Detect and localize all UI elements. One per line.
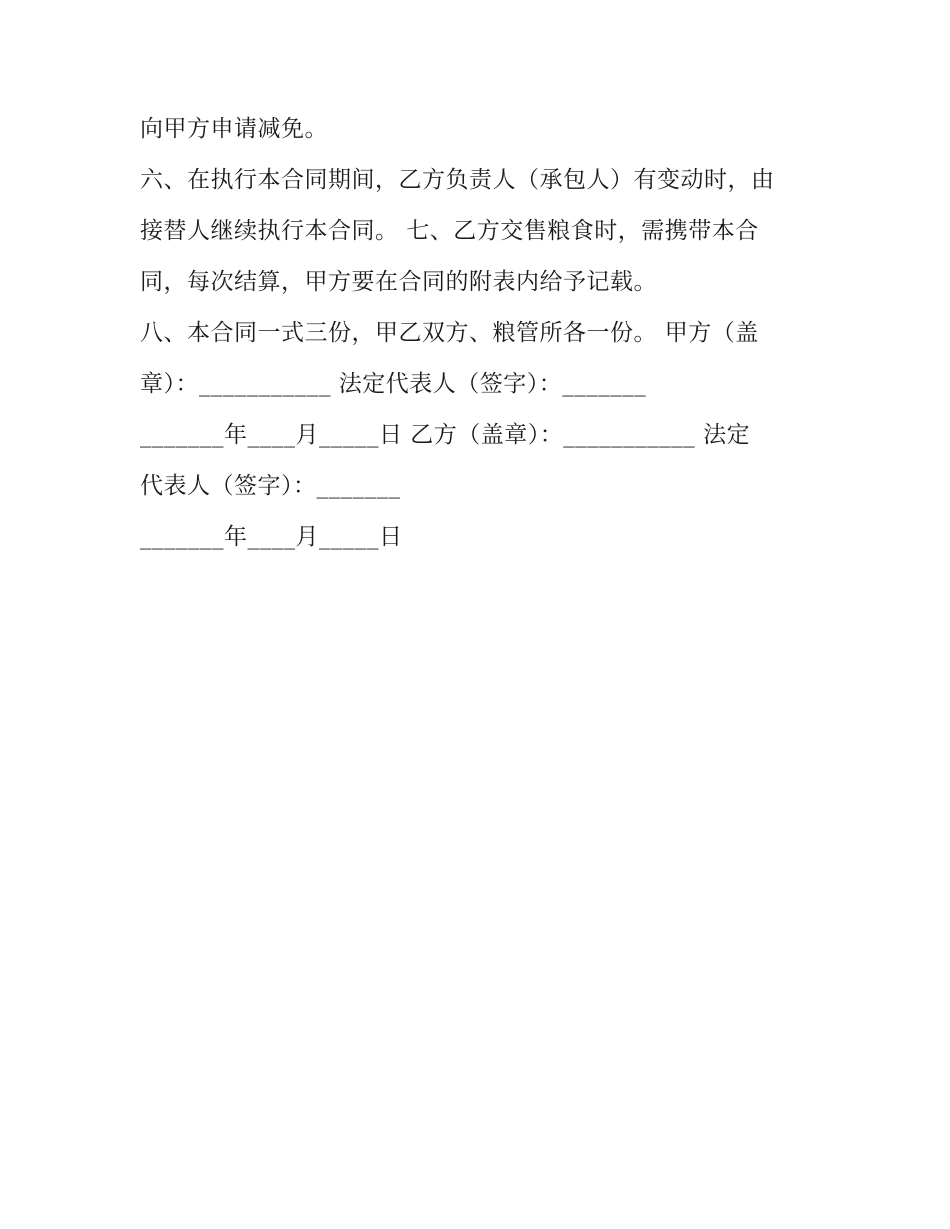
party-a-signature-line: 章）：___________ 法定代表人（签字）：_______ [140,371,647,397]
clause-six-seven-line: 接替人继续执行本合同。 七、乙方交售粮食时，需携带本合 [140,218,759,244]
paragraph-line: 向甲方申请减免。 [140,116,328,142]
document-body [140,104,820,563]
party-b-representative-line: 代表人（签字）：_______ [140,473,401,499]
party-a-date-party-b-seal-line: _______年____月_____日 乙方（盖章）：___________ 法定 [140,422,751,448]
clause-six-line-1: 六、在执行本合同期间，乙方负责人（承包人）有变动时，由 [140,167,775,193]
clause-seven-line-2: 同，每次结算，甲方要在合同的附表内给予记载。 [140,269,657,295]
party-b-date-line: _______年____月_____日 [140,524,403,550]
clause-eight-line: 八、本合同一式三份，甲乙双方、粮管所各一份。 甲方（盖 [140,320,759,346]
